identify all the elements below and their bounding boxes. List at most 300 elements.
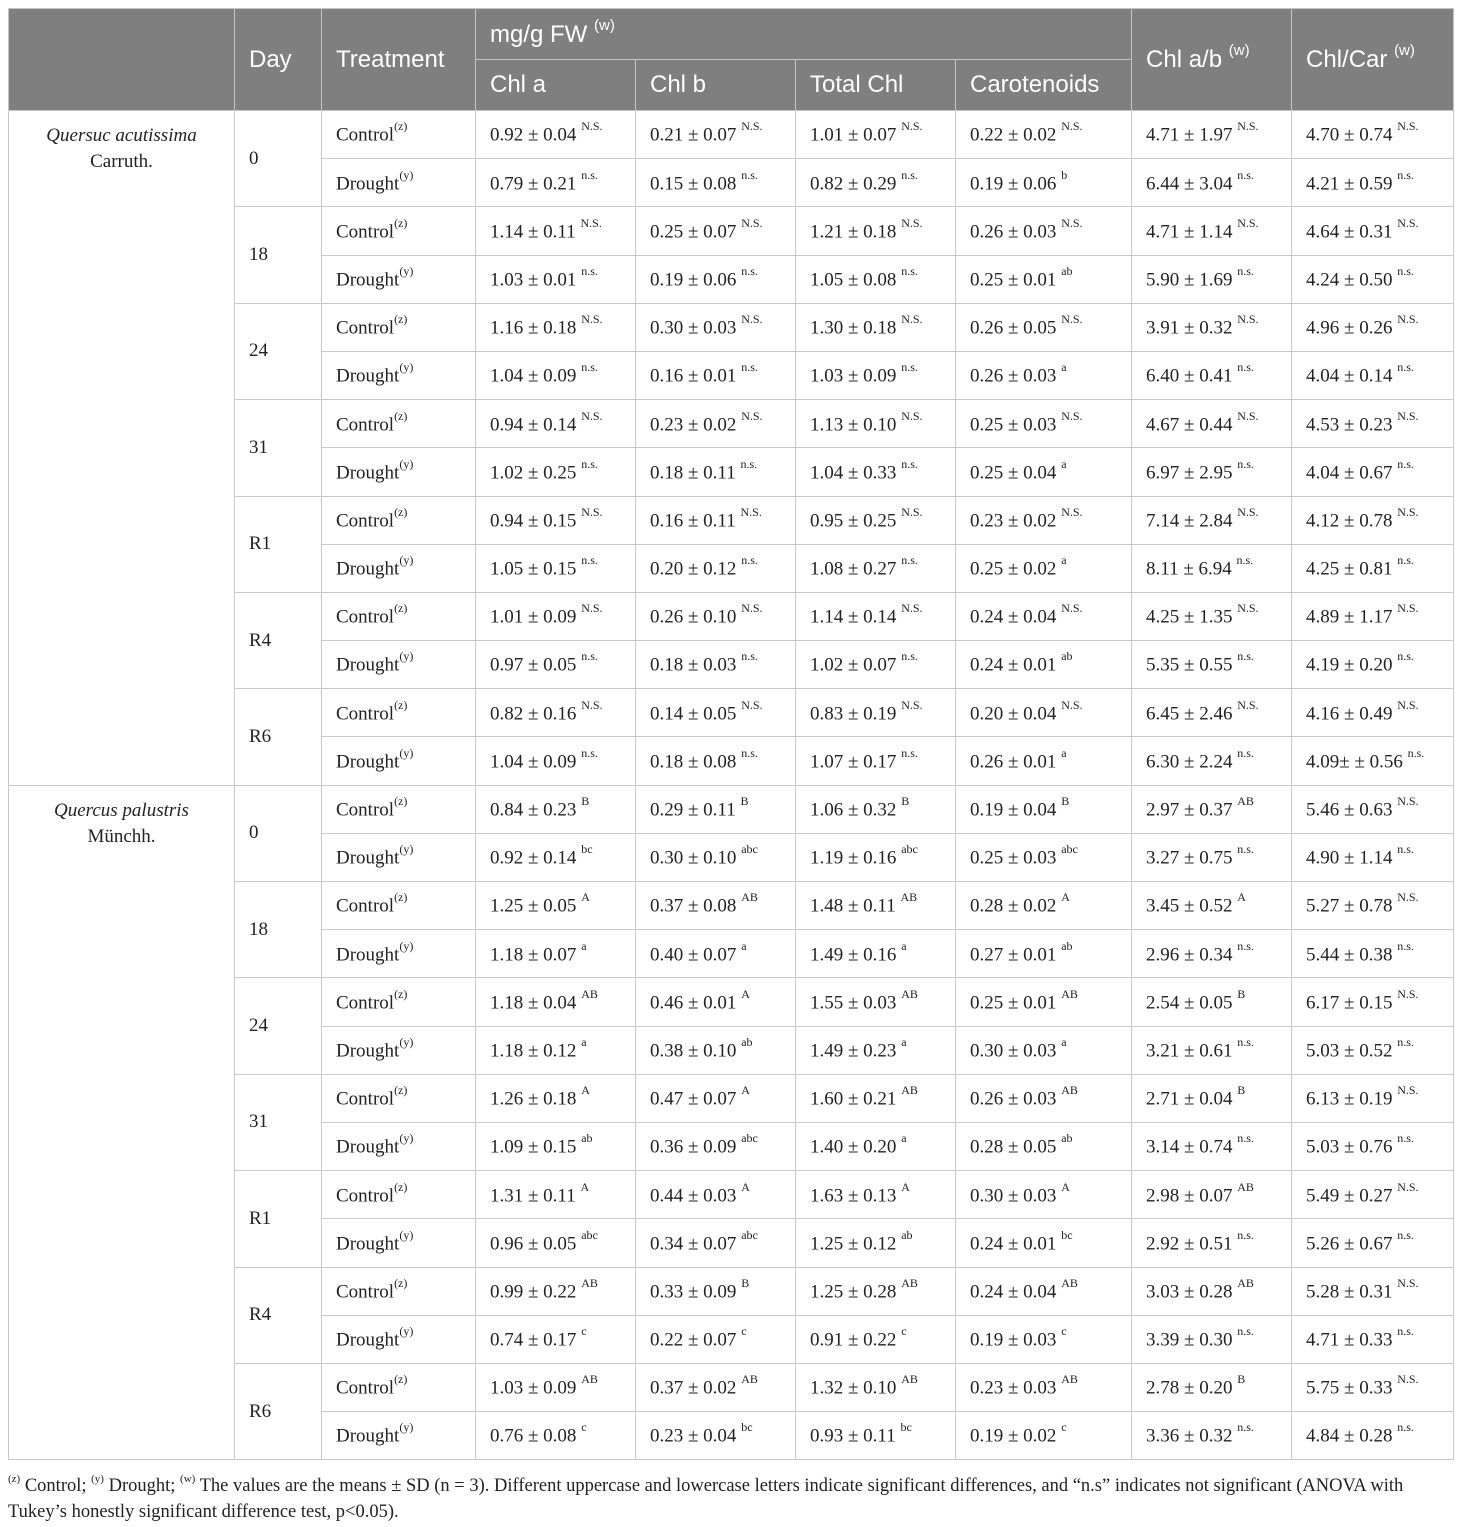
- treatment-label: Control: [336, 317, 395, 339]
- treatment-cell: [322, 1412, 476, 1460]
- value-mean-sd: 1.32 ± 0.10: [810, 1377, 897, 1399]
- day-cell: R1: [235, 1171, 322, 1267]
- value-significance: bc: [1061, 1227, 1073, 1242]
- value-significance: N.S.: [1397, 1372, 1419, 1387]
- value-mean-sd: 4.67 ± 0.44: [1146, 413, 1233, 435]
- value-mean-sd: 5.35 ± 0.55: [1146, 654, 1233, 676]
- value-significance: ab: [1061, 649, 1073, 664]
- day-cell: R1: [235, 496, 322, 592]
- footnote-text-z: Control;: [20, 1476, 92, 1497]
- value-significance: N.S.: [1237, 601, 1259, 616]
- value-significance: N.S.: [581, 312, 603, 327]
- treatment-label: Drought: [336, 462, 400, 484]
- value-significance: N.S.: [740, 504, 762, 519]
- value-cell: [796, 351, 956, 399]
- value-cell: [1292, 978, 1454, 1026]
- treatment-sup: (z): [394, 601, 408, 616]
- value-significance: n.s.: [581, 263, 598, 278]
- value-cell: [1292, 833, 1454, 881]
- value-cell: [636, 1267, 796, 1315]
- value-significance: AB: [901, 986, 918, 1001]
- value-mean-sd: 6.13 ± 0.19: [1306, 1088, 1393, 1110]
- value-mean-sd: 0.92 ± 0.14: [490, 847, 577, 869]
- value-cell: [636, 1122, 796, 1170]
- value-mean-sd: 0.26 ± 0.03: [970, 1088, 1057, 1110]
- treatment-label: Drought: [336, 558, 400, 580]
- footnote-sup-z: (z): [8, 1473, 21, 1485]
- header-day: Day: [235, 9, 322, 111]
- value-cell: [1132, 496, 1292, 544]
- treatment-label: Control: [336, 1184, 395, 1206]
- treatment-label: Drought: [336, 751, 400, 773]
- value-mean-sd: 0.94 ± 0.15: [490, 510, 577, 532]
- value-mean-sd: 5.49 ± 0.27: [1306, 1184, 1393, 1206]
- treatment-cell: [322, 1122, 476, 1170]
- value-mean-sd: 1.21 ± 0.18: [810, 221, 897, 243]
- header-chl-car: [1292, 9, 1454, 111]
- value-cell: [1292, 592, 1454, 640]
- value-mean-sd: 2.96 ± 0.34: [1146, 943, 1233, 965]
- value-significance: N.S.: [581, 504, 603, 519]
- value-cell: [1292, 496, 1454, 544]
- treatment-label: Drought: [336, 1136, 400, 1158]
- value-mean-sd: 1.25 ± 0.05: [490, 895, 577, 917]
- value-mean-sd: 6.44 ± 3.04: [1146, 172, 1233, 194]
- value-mean-sd: 0.20 ± 0.12: [650, 558, 737, 580]
- value-cell: [796, 303, 956, 351]
- value-mean-sd: 0.23 ± 0.04: [650, 1425, 737, 1447]
- value-cell: [956, 1363, 1132, 1411]
- value-cell: [1132, 1122, 1292, 1170]
- value-significance: n.s.: [741, 745, 758, 760]
- value-mean-sd: 1.19 ± 0.16: [810, 847, 897, 869]
- value-mean-sd: 0.83 ± 0.19: [810, 703, 897, 724]
- value-cell: [796, 641, 956, 689]
- header-group-sup: (w): [594, 16, 615, 34]
- value-mean-sd: 4.09± ± 0.56: [1306, 751, 1403, 773]
- value-cell: [956, 882, 1132, 930]
- value-cell: [1292, 159, 1454, 207]
- value-cell: [476, 1267, 636, 1315]
- value-significance: n.s.: [581, 649, 598, 664]
- value-cell: [636, 351, 796, 399]
- table-row: [9, 785, 1454, 833]
- day-cell: 18: [235, 882, 322, 978]
- value-significance: N.S.: [1061, 408, 1083, 423]
- treatment-cell: [322, 592, 476, 640]
- value-mean-sd: 0.23 ± 0.02: [650, 413, 737, 435]
- value-mean-sd: 0.28 ± 0.05: [970, 1136, 1057, 1158]
- value-significance: c: [1061, 1420, 1067, 1435]
- day-cell: 0: [235, 785, 322, 881]
- value-mean-sd: 0.24 ± 0.01: [970, 1233, 1057, 1255]
- value-significance: a: [581, 938, 587, 953]
- value-mean-sd: 3.21 ± 0.61: [1146, 1040, 1233, 1062]
- value-cell: [796, 1171, 956, 1219]
- value-cell: [1132, 592, 1292, 640]
- value-mean-sd: 1.16 ± 0.18: [490, 317, 577, 339]
- value-significance: A: [581, 1083, 590, 1098]
- value-cell: [1292, 1219, 1454, 1267]
- value-significance: a: [1061, 1034, 1067, 1049]
- value-significance: AB: [901, 1083, 918, 1098]
- value-mean-sd: 0.24 ± 0.04: [970, 1281, 1057, 1303]
- value-cell: [956, 1122, 1132, 1170]
- value-cell: [476, 978, 636, 1026]
- value-mean-sd: 3.36 ± 0.32: [1146, 1425, 1233, 1447]
- treatment-sup: (z): [394, 1083, 408, 1098]
- value-cell: [796, 930, 956, 978]
- value-cell: [636, 1412, 796, 1460]
- value-significance: n.s.: [1397, 553, 1414, 568]
- value-significance: A: [901, 1179, 910, 1194]
- value-cell: [476, 1315, 636, 1363]
- value-significance: ab: [741, 1034, 753, 1049]
- treatment-sup: (z): [394, 504, 408, 519]
- treatment-label: Control: [336, 992, 395, 1014]
- value-mean-sd: 4.19 ± 0.20: [1306, 654, 1393, 676]
- value-cell: [1132, 1267, 1292, 1315]
- value-mean-sd: 1.30 ± 0.18: [810, 317, 897, 339]
- value-significance: N.S.: [901, 119, 923, 134]
- value-mean-sd: 1.06 ± 0.32: [810, 799, 897, 821]
- value-mean-sd: 0.47 ± 0.07: [650, 1088, 737, 1110]
- value-significance: AB: [741, 890, 758, 905]
- value-cell: [636, 1219, 796, 1267]
- value-mean-sd: 4.89 ± 1.17: [1306, 606, 1393, 628]
- value-mean-sd: 1.48 ± 0.11: [810, 895, 896, 917]
- treatment-label: Drought: [336, 1329, 400, 1351]
- value-cell: [796, 448, 956, 496]
- value-cell: [796, 882, 956, 930]
- value-mean-sd: 5.26 ± 0.67: [1306, 1233, 1393, 1255]
- value-significance: N.S.: [1061, 697, 1083, 712]
- value-mean-sd: 0.19 ± 0.04: [970, 799, 1057, 821]
- value-mean-sd: 0.37 ± 0.02: [650, 1377, 737, 1399]
- value-mean-sd: 5.27 ± 0.78: [1306, 895, 1393, 917]
- value-significance: N.S.: [901, 215, 923, 230]
- value-significance: A: [1061, 890, 1070, 905]
- value-significance: A: [741, 986, 750, 1001]
- value-cell: [956, 400, 1132, 448]
- value-cell: [1292, 930, 1454, 978]
- value-cell: [636, 833, 796, 881]
- value-mean-sd: 0.26 ± 0.03: [970, 221, 1057, 243]
- value-significance: AB: [1237, 1275, 1254, 1290]
- value-mean-sd: 4.70 ± 0.74: [1306, 124, 1393, 146]
- value-significance: n.s.: [1397, 1420, 1414, 1435]
- value-mean-sd: 0.28 ± 0.02: [970, 895, 1057, 917]
- value-significance: B: [1061, 794, 1070, 809]
- value-mean-sd: 0.26 ± 0.03: [970, 365, 1057, 387]
- value-significance: n.s.: [1397, 938, 1414, 953]
- header-carotenoids: Carotenoids: [956, 60, 1132, 111]
- value-mean-sd: 1.03 ± 0.01: [490, 269, 577, 291]
- value-significance: n.s.: [901, 263, 918, 278]
- value-mean-sd: 1.63 ± 0.13: [810, 1184, 897, 1206]
- value-mean-sd: 1.13 ± 0.10: [810, 413, 897, 435]
- value-mean-sd: 0.96 ± 0.05: [490, 1233, 577, 1255]
- value-cell: [956, 641, 1132, 689]
- value-significance: n.s.: [1237, 842, 1254, 857]
- value-cell: [476, 111, 636, 159]
- value-mean-sd: 2.71 ± 0.04: [1146, 1088, 1233, 1110]
- value-significance: n.s.: [741, 263, 758, 278]
- value-significance: N.S.: [901, 408, 923, 423]
- value-mean-sd: 1.02 ± 0.07: [810, 654, 897, 676]
- treatment-cell: [322, 544, 476, 592]
- value-significance: N.S.: [1237, 408, 1259, 423]
- value-cell: [796, 689, 956, 737]
- value-mean-sd: 3.45 ± 0.52: [1146, 895, 1233, 917]
- treatment-label: Drought: [336, 654, 400, 676]
- value-mean-sd: 0.97 ± 0.05: [490, 654, 577, 676]
- value-mean-sd: 0.46 ± 0.01: [650, 992, 737, 1014]
- value-mean-sd: 1.40 ± 0.20: [810, 1136, 897, 1158]
- value-mean-sd: 1.18 ± 0.12: [490, 1040, 577, 1062]
- value-significance: A: [741, 1083, 750, 1098]
- value-mean-sd: 6.30 ± 2.24: [1146, 751, 1233, 773]
- value-mean-sd: 5.03 ± 0.76: [1306, 1136, 1393, 1158]
- value-significance: a: [901, 1034, 907, 1049]
- value-cell: [1132, 303, 1292, 351]
- value-significance: N.S.: [1397, 890, 1419, 905]
- value-significance: B: [581, 794, 590, 809]
- value-cell: [1132, 400, 1292, 448]
- value-significance: n.s.: [1237, 745, 1254, 760]
- value-significance: N.S.: [1397, 408, 1419, 423]
- day-cell: 31: [235, 1074, 322, 1170]
- value-mean-sd: 0.91 ± 0.22: [810, 1329, 897, 1351]
- value-significance: ab: [1061, 938, 1073, 953]
- treatment-sup: (z): [394, 1179, 408, 1194]
- value-mean-sd: 0.74 ± 0.17: [490, 1329, 577, 1351]
- value-cell: [956, 1315, 1132, 1363]
- value-cell: [796, 1315, 956, 1363]
- value-cell: [1132, 1026, 1292, 1074]
- value-significance: ab: [901, 1227, 913, 1242]
- value-cell: [1292, 689, 1454, 737]
- value-mean-sd: 4.71 ± 0.33: [1306, 1329, 1393, 1351]
- value-cell: [636, 641, 796, 689]
- value-significance: n.s.: [741, 553, 758, 568]
- value-mean-sd: 2.92 ± 0.51: [1146, 1233, 1233, 1255]
- value-mean-sd: 3.39 ± 0.30: [1146, 1329, 1233, 1351]
- value-mean-sd: 8.11 ± 6.94: [1146, 558, 1232, 580]
- treatment-label: Drought: [336, 943, 400, 965]
- value-cell: [1292, 1074, 1454, 1122]
- value-significance: n.s.: [901, 360, 918, 375]
- value-mean-sd: 0.84 ± 0.23: [490, 799, 577, 821]
- treatment-cell: [322, 641, 476, 689]
- value-significance: n.s.: [1236, 553, 1254, 568]
- value-cell: [796, 1363, 956, 1411]
- value-mean-sd: 1.05 ± 0.15: [490, 558, 577, 580]
- day-cell: 24: [235, 978, 322, 1074]
- value-significance: n.s.: [1237, 938, 1254, 953]
- value-cell: [476, 159, 636, 207]
- value-cell: [1292, 1315, 1454, 1363]
- value-significance: n.s.: [1397, 360, 1414, 375]
- value-mean-sd: 0.19 ± 0.02: [970, 1425, 1057, 1447]
- value-significance: AB: [901, 1275, 918, 1290]
- day-cell: 31: [235, 400, 322, 496]
- value-significance: N.S.: [581, 697, 603, 712]
- value-mean-sd: 5.44 ± 0.38: [1306, 943, 1393, 965]
- value-cell: [956, 351, 1132, 399]
- value-cell: [956, 833, 1132, 881]
- value-cell: [796, 1122, 956, 1170]
- treatment-cell: [322, 882, 476, 930]
- value-significance: A: [580, 1179, 590, 1194]
- value-significance: n.s.: [1237, 167, 1254, 182]
- value-significance: a: [1061, 553, 1067, 568]
- value-significance: b: [1061, 167, 1068, 182]
- value-significance: N.S.: [1397, 986, 1419, 1001]
- treatment-label: Drought: [336, 1040, 400, 1062]
- value-cell: [636, 303, 796, 351]
- value-mean-sd: 4.04 ± 0.14: [1306, 365, 1393, 387]
- value-mean-sd: 1.04 ± 0.09: [490, 751, 577, 773]
- value-cell: [1292, 1412, 1454, 1460]
- header-group-label: mg/g FW: [490, 20, 588, 48]
- value-significance: N.S.: [580, 215, 602, 230]
- value-significance: B: [901, 794, 910, 809]
- footnote-text-w: The values are the means ± SD (n = 3). Different uppercase and lowercase letters indicate significant differences, and “n.s” indicates not significant (ANOVA with Tukey’s honestly significant difference test, p<0.05).: [8, 1476, 1404, 1523]
- treatment-cell: [322, 351, 476, 399]
- treatment-sup: (y): [399, 456, 414, 471]
- value-cell: [1132, 978, 1292, 1026]
- value-significance: a: [1061, 360, 1067, 375]
- value-significance: n.s.: [740, 456, 758, 471]
- header-chl-ab-label: Chl a/b: [1146, 46, 1223, 73]
- header-species: [9, 9, 235, 111]
- value-significance: AB: [581, 1275, 598, 1290]
- value-cell: [1132, 1363, 1292, 1411]
- value-significance: c: [581, 1324, 587, 1339]
- value-cell: [476, 1412, 636, 1460]
- value-mean-sd: 3.91 ± 0.32: [1146, 317, 1233, 339]
- treatment-label: Control: [336, 895, 395, 917]
- value-cell: [636, 978, 796, 1026]
- value-cell: [476, 1122, 636, 1170]
- value-cell: [636, 737, 796, 785]
- value-significance: c: [581, 1420, 587, 1435]
- value-significance: bc: [900, 1420, 912, 1435]
- treatment-cell: [322, 1074, 476, 1122]
- value-mean-sd: 1.03 ± 0.09: [490, 1377, 577, 1399]
- value-cell: [1132, 207, 1292, 255]
- value-cell: [1132, 641, 1292, 689]
- value-significance: n.s.: [1397, 167, 1414, 182]
- value-significance: n.s.: [741, 167, 758, 182]
- value-cell: [796, 159, 956, 207]
- value-cell: [1132, 159, 1292, 207]
- value-cell: [796, 496, 956, 544]
- value-significance: a: [1061, 456, 1067, 471]
- value-mean-sd: 4.25 ± 1.35: [1146, 606, 1233, 628]
- value-significance: N.S.: [1237, 697, 1259, 712]
- value-significance: N.S.: [1237, 215, 1259, 230]
- value-mean-sd: 0.30 ± 0.10: [650, 847, 737, 869]
- value-mean-sd: 1.25 ± 0.12: [810, 1233, 897, 1255]
- value-significance: N.S.: [741, 408, 763, 423]
- value-significance: bc: [581, 842, 593, 857]
- treatment-cell: [322, 978, 476, 1026]
- value-mean-sd: 5.75 ± 0.33: [1306, 1377, 1393, 1399]
- value-mean-sd: 0.82 ± 0.29: [810, 172, 897, 194]
- value-mean-sd: 0.26 ± 0.05: [970, 317, 1057, 339]
- day-cell: 0: [235, 111, 322, 207]
- treatment-cell: [322, 111, 476, 159]
- value-cell: [1132, 1412, 1292, 1460]
- value-mean-sd: 4.21 ± 0.59: [1306, 172, 1393, 194]
- value-mean-sd: 0.44 ± 0.03: [650, 1184, 737, 1206]
- value-mean-sd: 0.23 ± 0.03: [970, 1377, 1057, 1399]
- value-significance: n.s.: [1237, 1131, 1254, 1146]
- value-significance: n.s.: [1397, 456, 1414, 471]
- treatment-sup: (y): [399, 649, 414, 664]
- treatment-label: Drought: [336, 1233, 400, 1255]
- value-significance: a: [581, 1034, 587, 1049]
- day-cell: R6: [235, 1363, 322, 1459]
- value-mean-sd: 4.71 ± 1.97: [1146, 124, 1233, 146]
- value-cell: [956, 1267, 1132, 1315]
- value-cell: [1292, 255, 1454, 303]
- value-cell: [956, 689, 1132, 737]
- value-significance: abc: [581, 1227, 598, 1242]
- value-cell: [956, 785, 1132, 833]
- treatment-sup: (z): [394, 119, 408, 134]
- value-mean-sd: 0.93 ± 0.11: [810, 1425, 896, 1447]
- table-row: [9, 111, 1454, 159]
- value-cell: [1292, 882, 1454, 930]
- value-mean-sd: 0.30 ± 0.03: [970, 1184, 1057, 1206]
- value-significance: N.S.: [1061, 215, 1083, 230]
- day-cell: 24: [235, 303, 322, 399]
- header-chl-car-label: Chl/Car: [1306, 46, 1388, 73]
- value-significance: B: [741, 1275, 750, 1290]
- value-mean-sd: 1.25 ± 0.28: [810, 1281, 897, 1303]
- value-cell: [1132, 930, 1292, 978]
- treatment-sup: (y): [399, 1131, 414, 1146]
- value-significance: N.S.: [1397, 504, 1419, 519]
- value-significance: n.s.: [741, 649, 758, 664]
- value-mean-sd: 2.78 ± 0.20: [1146, 1377, 1233, 1399]
- value-significance: n.s.: [1397, 1034, 1414, 1049]
- value-mean-sd: 0.33 ± 0.09: [650, 1281, 737, 1303]
- treatment-label: Drought: [336, 365, 400, 387]
- value-significance: N.S.: [1397, 1083, 1419, 1098]
- table-footnote: [8, 1468, 1453, 1525]
- treatment-sup: (y): [399, 745, 414, 760]
- value-cell: [636, 882, 796, 930]
- value-cell: [1132, 255, 1292, 303]
- value-cell: [1132, 833, 1292, 881]
- value-cell: [796, 785, 956, 833]
- treatment-cell: [322, 1315, 476, 1363]
- value-mean-sd: 0.34 ± 0.07: [650, 1233, 737, 1255]
- value-significance: N.S.: [741, 697, 763, 712]
- treatment-sup: (y): [399, 167, 414, 182]
- value-cell: [956, 737, 1132, 785]
- header-chl-b: Chl b: [636, 60, 796, 111]
- value-cell: [956, 496, 1132, 544]
- value-cell: [636, 785, 796, 833]
- value-cell: [956, 544, 1132, 592]
- value-cell: [1132, 882, 1292, 930]
- species-name-authority: Carruth.: [90, 151, 153, 172]
